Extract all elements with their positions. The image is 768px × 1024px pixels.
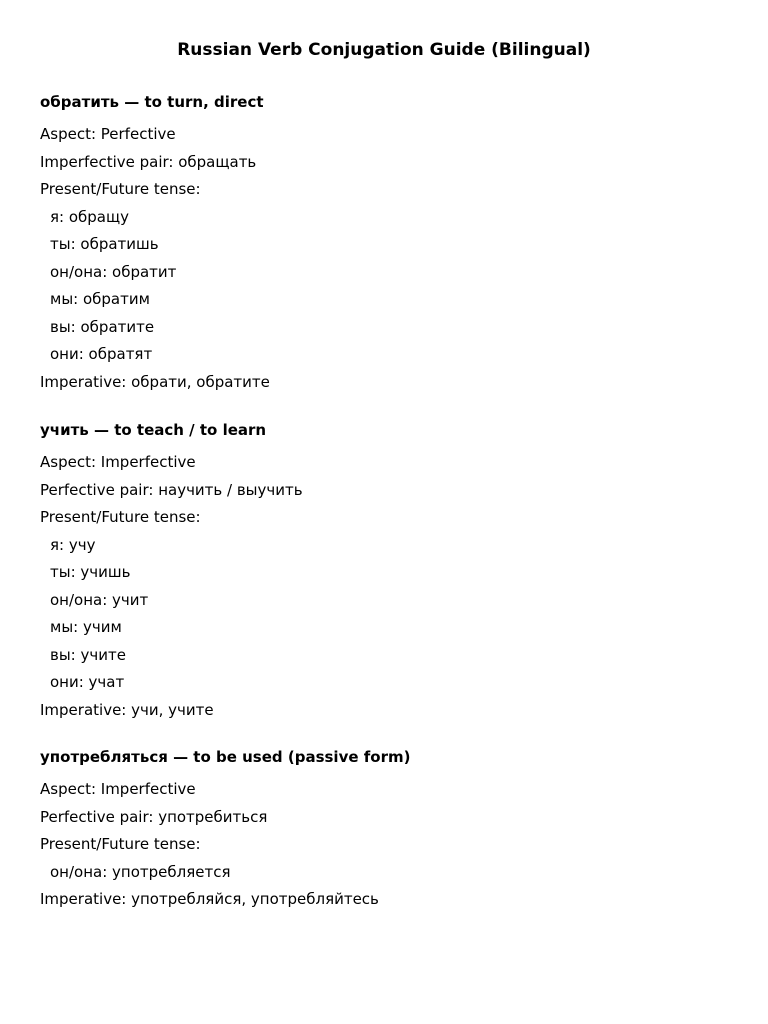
aspect-pair-line: Imperfective pair: обращать [40,152,257,171]
conjugation-form: вы: обратите [50,317,155,336]
conjugation-form: я: обращу [50,207,129,226]
imperative-line: Imperative: обрати, обратите [40,372,270,391]
tense-label: Present/Future tense: [40,180,201,198]
conjugation-form: он/она: обратит [50,262,177,281]
imperative-line: Imperative: употребляйся, употребляйтесь [40,890,379,908]
verb-heading: учить — to teach / to learn [40,421,267,439]
aspect-line: Aspect: Imperfective [40,780,196,798]
tense-label: Present/Future tense: [40,508,201,526]
conjugation-form: мы: обратим [50,290,150,308]
verb-section-upotreblyatsya [40,747,740,914]
aspect-line: Aspect: Imperfective [40,453,196,471]
verb-section-uchit [40,420,740,724]
conjugation-form: они: учат [50,673,125,691]
aspect-pair-line: Perfective pair: употребиться [40,807,268,826]
aspect-line: Aspect: Perfective [40,125,176,143]
conjugation-form: вы: учите [50,645,126,664]
verb-section-obratit [40,92,740,396]
imperative-line: Imperative: учи, учите [40,700,214,719]
tense-label: Present/Future tense: [40,835,201,853]
conjugation-form: они: обратят [50,345,153,363]
page-title: Russian Verb Conjugation Guide (Bilingual) [177,40,591,60]
conjugation-form: он/она: учит [50,590,149,609]
conjugation-form: я: учу [50,535,96,554]
conjugation-form: ты: учишь [50,563,131,581]
verb-heading: обратить — to turn, direct [40,93,264,111]
conjugation-form: мы: учим [50,618,122,636]
conjugation-form: ты: обратишь [50,235,159,253]
verb-heading: употребляться — to be used (passive form) [40,748,411,766]
aspect-pair-line: Perfective pair: научить / выучить [40,480,303,499]
conjugation-form: он/она: употребляется [50,862,231,881]
